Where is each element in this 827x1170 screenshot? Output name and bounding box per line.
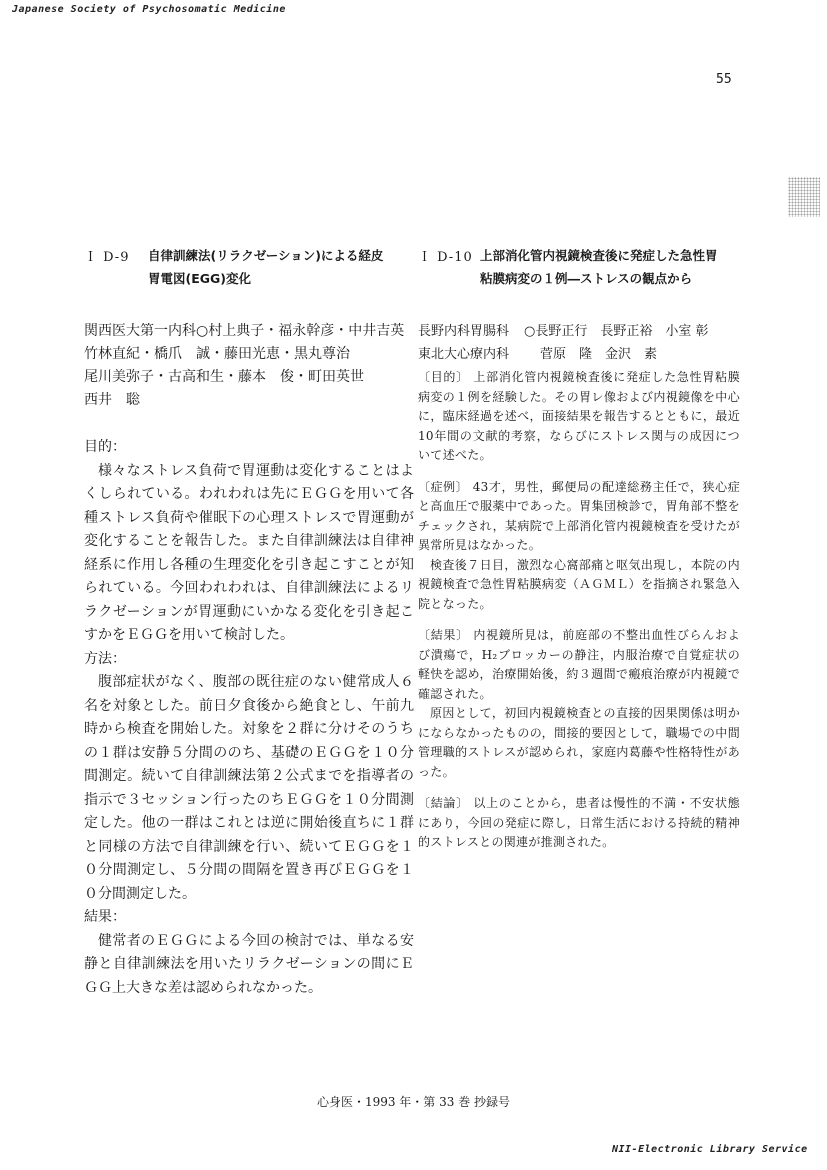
- author-line: 尾川美弥子・古高和生・藤本 俊・町田英世: [84, 369, 364, 385]
- author-names: 菅原 隆 金沢 素: [540, 347, 658, 362]
- abstract-id-left: Ｉ D-9: [84, 250, 130, 265]
- title-line: 上部消化管内視鏡検査後に発症した急性胃: [480, 248, 718, 263]
- abstract-body-right: [418, 368, 740, 853]
- abstract-body-left: [84, 436, 414, 1000]
- section-heading: 結果：: [84, 909, 126, 925]
- paragraph: 健常者のＥＧＧによる今回の検討では、単なる安静と自律訓練法を用いたリラクゼーションの間にＥＧＧ上大きな差は認められなかった。: [84, 932, 414, 996]
- author-institution: 長野内科胃腸科: [418, 324, 510, 339]
- section-heading: 方法：: [84, 650, 126, 667]
- title-line: 粘膜病変の１例―ストレスの観点から: [480, 271, 693, 286]
- paragraph: 〔症例〕 43才，男性，郵便局の配達総務主任で，狭心症と高血圧で服薬中であった。胃集団検診で，胃角部不整をチェックされ，某病院で上部消化管内視鏡検査を受けたが異常所見はなかった。: [418, 479, 740, 552]
- paragraph: 〔結果〕 内視鏡所見は，前庭部の不整出血性びらんおよび潰瘍で，H₂ブロッカーの静注，内服治療で自覚症状の軽快を認め，治療開始後，約３週間で瘢痕治療が内視鏡で確認された。: [418, 628, 740, 701]
- paragraph: 〔目的〕 上部消化管内視鏡検査後に発症した急性胃粘膜病変の１例を経験した。その胃レ像および内視鏡像を中心に，臨床経過を述べ，面接結果を報告するとともに，最近10年間の文献的考察，ならびにストレス関与の成因について述べた。: [418, 370, 740, 462]
- paragraph: 検査後７日目，激烈な心窩部痛と呕気出現し，本院の内視鏡検査で急性胃粘膜病変（ＡＧＭＬ）を指摘され緊急入院となった。: [418, 557, 740, 611]
- paragraph: 〔結論〕 以上のことから，患者は慢性的不満・不安状態にあり，今回の発症に際し，日常生活における持続的精神的ストレスとの関連が推測された。: [418, 796, 740, 849]
- section-heading: 目的：: [84, 439, 126, 455]
- abstract-id-right: Ｉ D-10: [418, 250, 473, 265]
- author-line: 竹林直紀・橋爪 誠・藤田光恵・黒丸尊治: [84, 346, 350, 362]
- journal-citation: 心身医・1993 年・第 33 巻 抄録号: [316, 1095, 511, 1109]
- author-line: 関西医大第一内科○村上典子・福永幹彦・中井吉英: [84, 323, 405, 339]
- halftone-mark: [788, 177, 820, 217]
- title-line: 胃電図(EGG)変化: [148, 271, 251, 286]
- abstract-title-right: [480, 244, 742, 290]
- authors-right: [418, 320, 740, 366]
- authors-left: [84, 320, 414, 412]
- author-names: ○長野正行 長野正裕 小室 彰: [524, 324, 709, 339]
- paragraph: 腹部症状がなく、腹部の既往症のない健常成人６名を対象とした。前日夕食後から絶食とし、午前九時から検査を開始した。対象を２群に分けそのうちの１群は安静５分間ののち、基礎のＥＧＧを１０分間測定。続いて自律訓練法第２公式までを指導者の指示で３セッション行ったのちＥＧＧを１０分間測定した。他の一群はこれとは逆に開始後直ちに１群と同様の方法で自律訓練を行い、続いてＥＧＧを１０分間測定し、５分間の間隔を置き再びＥＧＧを１０分間測定した。: [84, 674, 414, 902]
- title-line: 自律訓練法(リラクゼーション)による経皮: [148, 248, 384, 263]
- author-line: 西井 聡: [84, 392, 140, 408]
- page-number: 55: [716, 72, 732, 87]
- nii-service-footer: NII-Electronic Library Service: [612, 1144, 808, 1155]
- paragraph: 原因として，初回内視鏡検査との直接的因果関係は明かにならなかったものの，間接的要因として，職場での中間管理職的ストレスが認められ，家庭内葛藤や性格特性があった。: [418, 706, 740, 779]
- author-institution: 東北大心療内科: [418, 347, 510, 362]
- society-header: Japanese Society of Psychosomatic Medicine: [12, 4, 286, 15]
- paragraph: 様々なストレス負荷で胃運動は変化することはよくしられている。われわれは先にＥＧＧを用いて各種ストレス負荷や催眠下の心理ストレスで胃運動が変化することを報告した。また自律訓練法は自律神経系に作用し各種の生理変化を引き起こすことが知られている。今回われわれは、自律訓練法によるリラクゼーションが胃運動にいかなる変化を引き起こすかをＥＧＧを用いて検討した。: [84, 462, 414, 643]
- author-row: [418, 343, 740, 366]
- author-row: [418, 320, 740, 343]
- abstract-title-left: [148, 244, 410, 290]
